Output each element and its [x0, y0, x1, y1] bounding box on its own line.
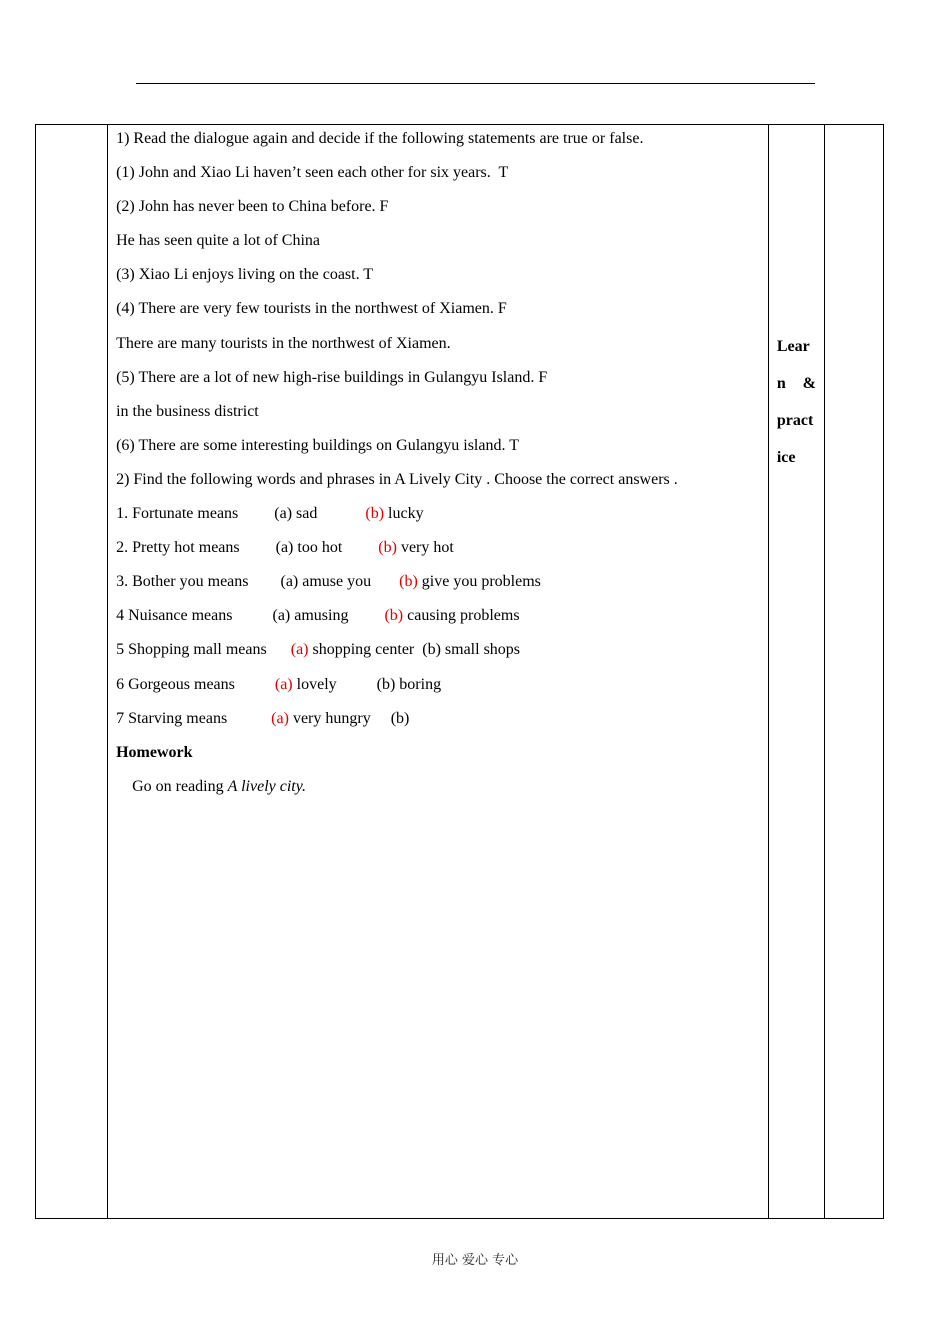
stage-label [769, 125, 824, 476]
option-b-marker: (b) [365, 505, 385, 523]
homework-lead: Go on reading [132, 777, 228, 795]
content-cell [108, 125, 769, 1219]
statement-3: (3) Xiao Li enjoys living on the coast. T [116, 266, 374, 284]
quiz-question: 1. Fortunate means [116, 505, 239, 523]
quiz-question: 4 Nuisance means [116, 607, 233, 625]
stage-label-line-2: n & [776, 375, 816, 392]
option-a: (a) too hot [275, 539, 343, 557]
header-rule [136, 83, 815, 84]
quiz-item-4 [116, 605, 760, 639]
statement-4-correction: There are many tourists in the northwest of Xiamen. [116, 334, 451, 352]
statement-6: (6) There are some interesting buildings on Gulangyu island. T [116, 436, 519, 454]
quiz-item-2 [116, 537, 760, 571]
option-b: (b) small shops [422, 641, 521, 659]
statement-4: (4) There are very few tourists in the northwest of Xiamen. F [116, 300, 507, 318]
statement-1: (1) John and Xiao Li haven’t seen each other for six years. T [116, 164, 509, 182]
quiz-question: 7 Starving means [116, 709, 228, 727]
quiz-item-7 [116, 708, 760, 742]
option-b-text: lucky [384, 505, 424, 523]
option-b: (b) [390, 709, 410, 727]
stage-label-line-1: Lear [776, 338, 810, 355]
stage-label-cell [768, 125, 824, 1219]
quiz-item-3 [116, 571, 760, 605]
option-b-marker: (b) [399, 573, 418, 591]
exercise-2-instruction: 2) Find the following words and phrases in A Lively City . Choose the correct answers . [116, 470, 678, 488]
quiz-question: 2. Pretty hot means [116, 539, 240, 557]
option-a-text: lovely [292, 675, 337, 693]
option-a: (a) sad [274, 505, 318, 523]
quiz-question: 5 Shopping mall means [116, 641, 267, 659]
option-b-marker: (b) [378, 539, 397, 557]
option-b: (b) boring [376, 675, 442, 693]
homework-heading: Homework [116, 743, 193, 761]
option-b-text: causing problems [403, 607, 520, 625]
option-a-marker: (a) [290, 641, 309, 659]
stage-label-line-4: ice [776, 449, 796, 466]
stage-label-line-3: pract [776, 412, 814, 429]
left-margin-cell [36, 125, 108, 1219]
option-a-text: very hungry [288, 709, 371, 727]
quiz-item-5 [116, 639, 760, 673]
page-footer: 用心 爱心 专心 [431, 1253, 519, 1268]
quiz-item-1 [116, 503, 760, 537]
quiz-item-6 [116, 674, 760, 708]
statement-5-correction: in the business district [116, 402, 259, 420]
quiz-question: 6 Gorgeous means [116, 675, 235, 693]
option-a-marker: (a) [271, 709, 289, 727]
statement-2-correction: He has seen quite a lot of China [116, 232, 321, 250]
right-margin-cell [824, 125, 883, 1219]
lesson-table [35, 124, 884, 1219]
option-a-text: shopping center [308, 641, 415, 659]
lesson-content [108, 125, 768, 810]
exercise-1-instruction: 1) Read the dialogue again and decide if the following statements are true or false. [116, 130, 644, 147]
homework-reading-title: A lively city. [227, 777, 306, 795]
option-a: (a) amusing [272, 607, 349, 625]
option-a-marker: (a) [274, 675, 293, 693]
statement-5: (5) There are a lot of new high-rise buildings in Gulangyu Island. F [116, 368, 548, 386]
statement-2: (2) John has never been to China before. F [116, 198, 389, 216]
quiz-question: 3. Bother you means [116, 573, 249, 591]
option-b-marker: (b) [384, 607, 404, 625]
option-b-text: give you problems [417, 573, 541, 591]
option-a: (a) amuse you [280, 573, 372, 591]
option-b-text: very hot [396, 539, 454, 557]
homework-task [116, 776, 760, 810]
